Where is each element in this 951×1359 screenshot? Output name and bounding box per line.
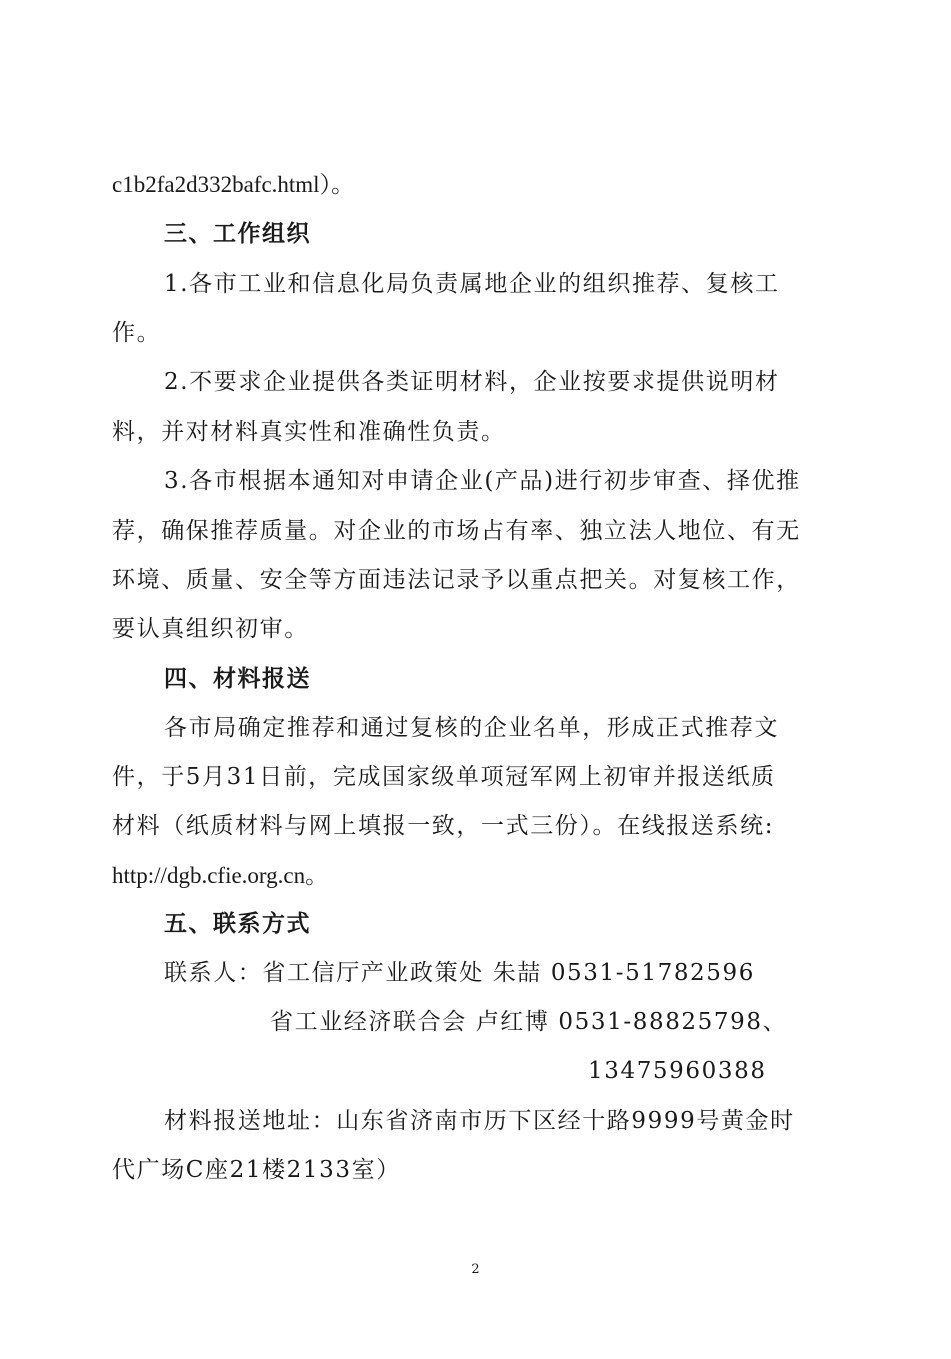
contact-line-1: 联系人：省工信厅产业政策处 朱喆 0531-51782596 [164,960,755,986]
contact-line-2: 省工业经济联合会 卢红博 0531-88825798、 [270,1009,788,1035]
paragraph-line: 材料（纸质材料与网上填报一致，一式三份）。在线报送系统: [112,813,775,839]
paragraph-line: 荐，确保推荐质量。对企业的市场占有率、独立法人地位、有无 [112,518,801,544]
section-heading-contact: 五、联系方式 [164,911,311,937]
address-line: 材料报送地址：山东省济南市历下区经十路9999号黄金时 [164,1108,795,1134]
paragraph-line: 件，于5月31日前，完成国家级单项冠军网上初审并报送纸质 [112,764,776,790]
address-line: 代广场C座21楼2133室） [112,1157,401,1183]
paragraph-line: 作。 [112,320,162,346]
page-number: 2 [471,1262,480,1277]
section-heading-work-organization: 三、工作组织 [164,221,311,247]
submission-url: http://dgb.cfie.org.cn。 [112,863,329,888]
paragraph-line: 要认真组织初审。 [112,616,309,642]
url-continuation: c1b2fa2d332bafc.html）。 [112,172,355,197]
paragraph-line: 各市局确定推荐和通过复核的企业名单，形成正式推荐文 [164,715,779,741]
paragraph-line: 环境、质量、安全等方面违法记录予以重点把关。对复核工作， [112,567,801,593]
contact-phone-extra: 13475960388 [588,1058,767,1084]
paragraph-line: 2.不要求企业提供各类证明材料，企业按要求提供说明材 [164,369,780,395]
paragraph-line: 1.各市工业和信息化局负责属地企业的组织推荐、复核工 [164,271,780,297]
paragraph-line: 3.各市根据本通知对申请企业(产品)进行初步审查、择优推 [164,468,801,494]
paragraph-line: 料，并对材料真实性和准确性负责。 [112,419,506,445]
section-heading-material-submission: 四、材料报送 [164,666,311,692]
